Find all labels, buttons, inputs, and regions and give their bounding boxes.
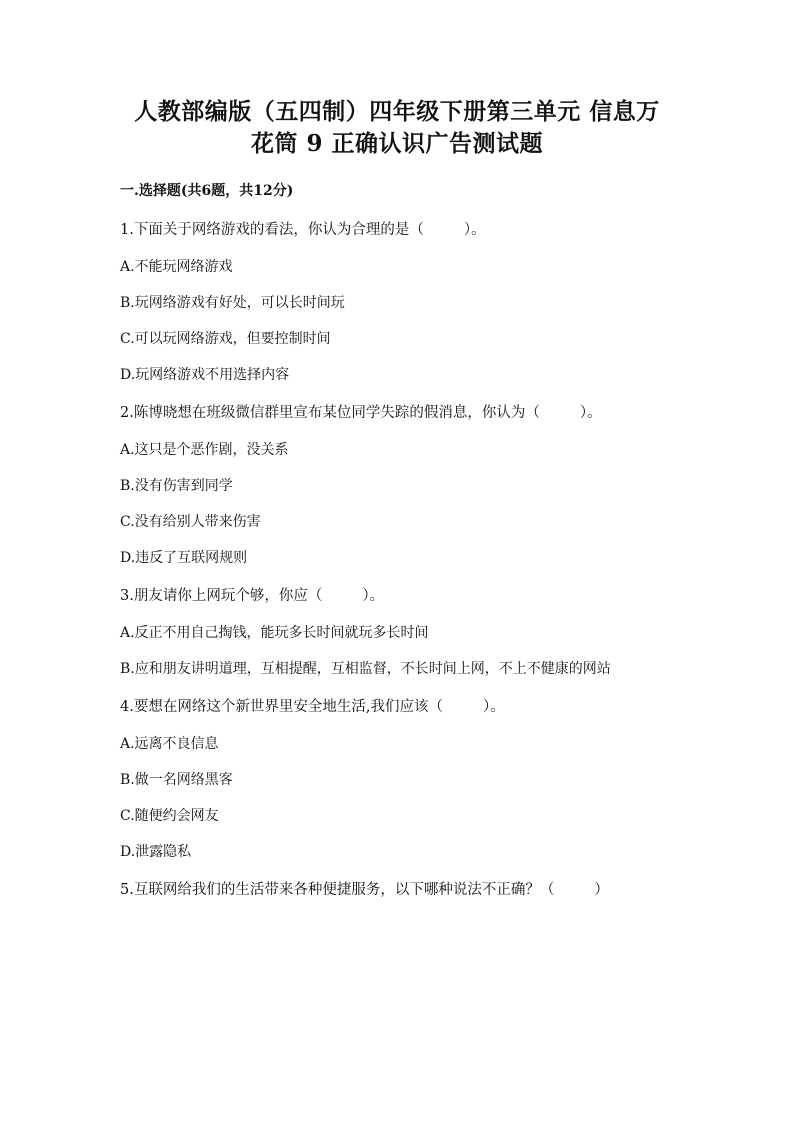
option-4b: B.做一名网络黑客 (120, 772, 233, 788)
option-3a: A.反正不用自己掏钱，能玩多长时间就玩多长时间 (120, 625, 429, 641)
question-1 (120, 219, 674, 241)
question-stem: 1.下面关于网络游戏的看法，你认为合理的是（ (120, 222, 424, 238)
option-3b: B.应和朋友讲明道理，互相提醒，互相监督，不长时间上网，不上不健康的网站 (120, 661, 611, 677)
question-stem: 2.陈博晓想在班级微信群里宣布某位同学失踪的假消息，你认为（ (120, 405, 540, 421)
option-2a: A.这只是个恶作剧，没关系 (120, 442, 289, 458)
question-stem: 4.要想在网络这个新世界里安全地生活,我们应该（ (120, 699, 443, 715)
question-stem-end: ）。 (482, 699, 505, 715)
option-2c: C.没有给别人带来伤害 (120, 514, 261, 530)
document-title (120, 96, 674, 160)
option-1d: D.玩网络游戏不用选择内容 (120, 367, 290, 383)
question-5 (120, 879, 674, 901)
question-2 (120, 402, 674, 424)
question-stem-end: ） (594, 882, 609, 898)
option-4d: D.泄露隐私 (120, 844, 192, 860)
question-stem: 3.朋友请你上网玩个够，你应（ (120, 588, 323, 604)
title-line-1: 人教部编版（五四制）四年级下册第三单元 信息万 (134, 98, 660, 125)
option-1a: A.不能玩网络游戏 (120, 259, 233, 275)
question-4 (120, 696, 674, 718)
question-stem: 5.互联网给我们的生活带来各种便捷服务，以下哪种说法不正确？（ (120, 882, 555, 898)
option-2d: D.违反了互联网规则 (120, 550, 248, 566)
question-stem-end: ）。 (579, 405, 602, 421)
title-line-2: 花筒 9 正确认识广告测试题 (250, 130, 544, 157)
option-1c: C.可以玩网络游戏，但要控制时间 (120, 331, 331, 347)
section-heading: 一.选择题(共6题，共12分) (120, 183, 294, 199)
question-3 (120, 585, 674, 607)
option-4c: C.随便约会网友 (120, 808, 219, 824)
question-stem-end: ）。 (362, 588, 385, 604)
option-1b: B.玩网络游戏有好处，可以长时间玩 (120, 295, 345, 311)
option-2b: B.没有伤害到同学 (120, 478, 233, 494)
option-4a: A.远离不良信息 (120, 736, 219, 752)
question-stem-end: ）。 (463, 222, 486, 238)
